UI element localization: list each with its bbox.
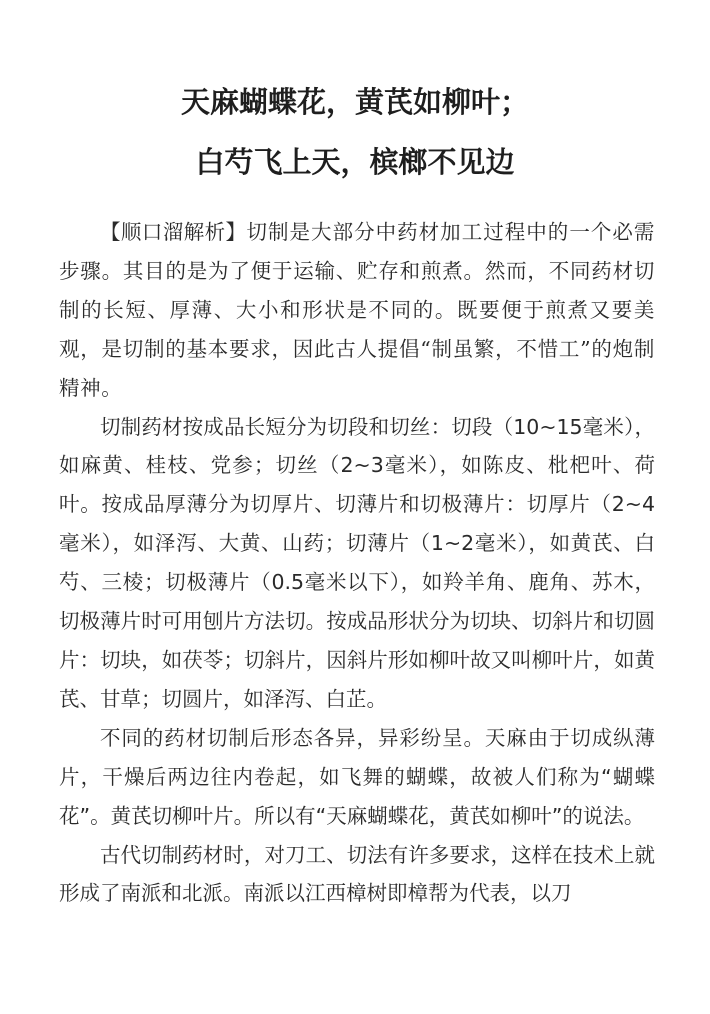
title-line-1: 天麻蝴蝶花，黄芪如柳叶； bbox=[180, 85, 529, 119]
analysis-text: 切制是大部分中药材加工过程中的一个必需步骤。其目的是为了便于运输、贮存和煎煮。然而，不同药材切制的长短、厚薄、大小和形状是不同的。既要便于煎煮又要美观，是切制的基本要求，因此古人提倡“制虽繁，不惜工”的炮制精神。 bbox=[59, 220, 655, 400]
paragraph-analysis bbox=[59, 213, 655, 408]
paragraph-cutting-types: 切制药材按成品长短分为切段和切丝：切段（10~15毫米），如麻黄、桂枝、党参；切丝（2~3毫米），如陈皮、枇杷叶、荷叶。按成品厚薄分为切厚片、切薄片和切极薄片：切厚片（2~4毫米），如泽泻、大黄、山药；切薄片（1~2毫米），如黄芪、白芍、三棱；切极薄片（0.5毫米以下），如羚羊角、鹿角、苏木，切极薄片时可用刨片方法切。按成品形状分为切块、切斜片和切圆片：切块，如茯苓；切斜片，因斜片形如柳叶故又叫柳叶片，如黄芪、甘草；切圆片，如泽泻、白芷。 bbox=[59, 414, 655, 711]
paragraph-shapes: 不同的药材切制后形态各异，异彩纷呈。天麻由于切成纵薄片，干燥后两边往内卷起，如飞舞的蝴蝶，故被人们称为“蝴蝶花”。黄芪切柳叶片。所以有“天麻蝴蝶花，黄芪如柳叶”的说法。 bbox=[59, 725, 655, 828]
analysis-lead-label: 【顺口溜解析】 bbox=[100, 220, 247, 244]
paragraph-schools: 古代切制药材时，对刀工、切法有许多要求，这样在技术上就形成了南派和北派。南派以江西樟树即樟帮为代表，以刀 bbox=[59, 842, 655, 906]
title-line-2: 白芍飞上天，槟榔不见边 bbox=[195, 145, 515, 179]
article-body bbox=[59, 213, 655, 913]
